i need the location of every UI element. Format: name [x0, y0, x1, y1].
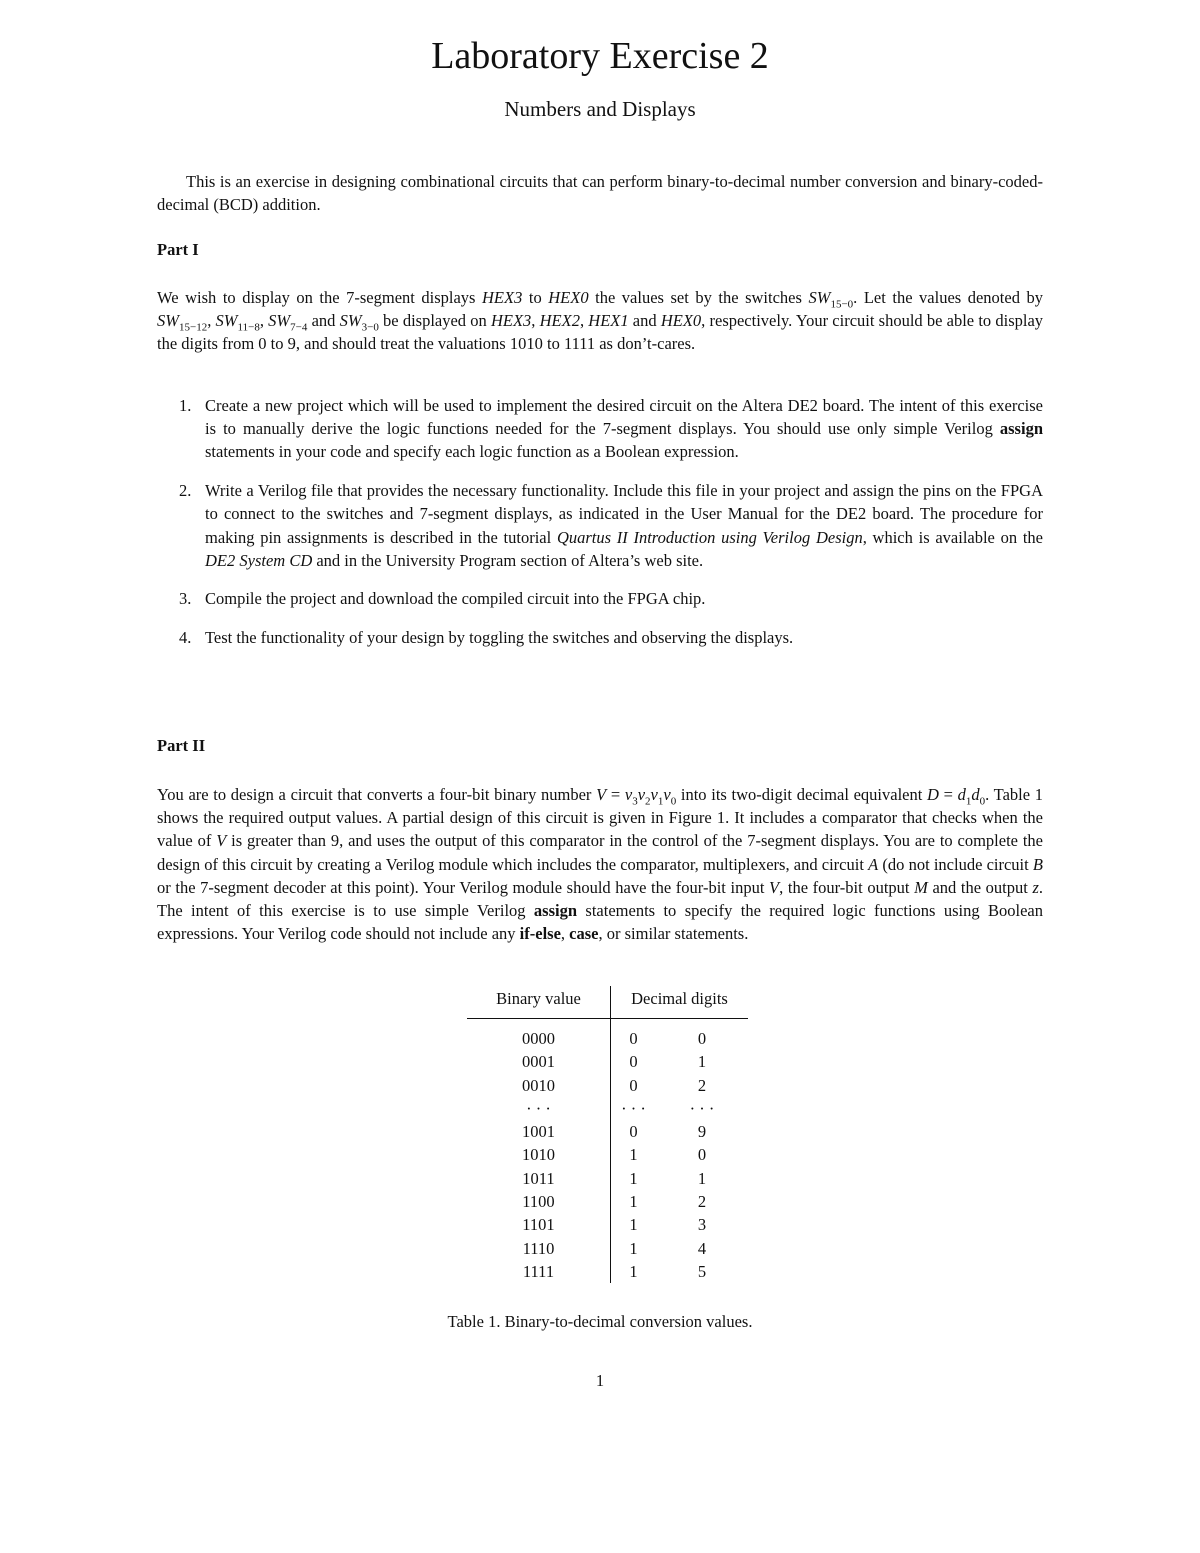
ones-digit-cell: 2	[697, 1075, 707, 1095]
list-item: 1. Create a new project which will be used to implement the desired circuit on the Altera DE2 board. The intent of this exercise is to manually derive the logic functions needed for the 7-segment displays. You should use only simple Verilog assign statements in your code and specify each logic function as a Boolean expression.	[179, 396, 1043, 462]
binary-cell: 1100	[467, 1190, 611, 1213]
binary-cell: 1110	[467, 1237, 611, 1260]
tens-digit-cell: 1	[629, 1168, 638, 1188]
binary-cell: 0001	[467, 1050, 611, 1073]
part1-steps-list	[157, 394, 1043, 665]
table-row	[467, 1260, 748, 1283]
binary-cell: 0000	[467, 1019, 611, 1051]
tens-digit-cell: 0	[629, 1052, 638, 1072]
tens-digit-cell: 1	[629, 1192, 638, 1212]
binary-cell: 1010	[467, 1143, 611, 1166]
table-row	[467, 1190, 748, 1213]
binary-cell: 1101	[467, 1213, 611, 1236]
binary-cell: 1001	[467, 1120, 611, 1143]
table-row	[467, 1143, 748, 1166]
document-subtitle: Numbers and Displays	[504, 97, 696, 121]
ones-digit-cell: 9	[697, 1122, 707, 1142]
ones-digit-cell: 0	[697, 1145, 707, 1165]
table-header-row	[467, 986, 748, 1019]
table-row	[467, 1167, 748, 1190]
part2-paragraph: You are to design a circuit that converts a four-bit binary number $V = v_3v_2v_1v_0$ into its two-digit decimal equivalent $D = d_1d_0$. Table 1 shows the required output values. A partial design of this circuit is given in Figure 1. It includes a comparator that checks when the value of V is greater than 9, and uses the output of this comparator in the control of the 7-segment displays. You are to complete the design of this circuit by creating a Verilog module which includes the comparator, multiplexers, and circuit A (do not include circuit B or the 7-segment decoder at this point). Your Verilog module should have the four-bit input V, the four-bit output M and the output z. The intent of this exercise is to use simple Verilog assign statements to specify the required logic functions using Boolean expressions. Your Verilog code should not include any if-else, case, or similar statements.	[157, 785, 1044, 944]
binary-cell: 0010	[467, 1074, 611, 1097]
ones-digit-cell: 4	[697, 1238, 707, 1258]
part1-paragraph: We wish to display on the 7-segment displays HEX3 to HEX0 the values set by the switches $SW_{15-0}$. Let the values denoted by $SW_{15-12}$, $SW_{11-8}$, $SW_{7-4}$ and $SW_{3-0}$ be displayed on HEX3, HEX2, HEX1 and HEX0, respectively. Your circuit should be able to display the digits from 0 to 9, and should treat the valuations 1010 to 1111 as don’t-cares.	[157, 288, 1044, 354]
part1-heading: Part I	[157, 240, 199, 259]
tens-digit-cell: 0	[629, 1122, 638, 1142]
ones-digit-cell: 2	[697, 1192, 707, 1212]
table-row	[467, 1120, 748, 1143]
table-caption: Table 1. Binary-to-decimal conversion values.	[447, 1312, 753, 1331]
tens-digit-cell: 0	[629, 1075, 638, 1095]
table-row	[467, 1097, 748, 1120]
table-row	[467, 1213, 748, 1236]
binary-cell: 1111	[467, 1260, 611, 1283]
binary-cell: · · ·	[467, 1097, 611, 1120]
ones-digit-cell: 1	[697, 1052, 707, 1072]
ones-digit-cell: 1	[697, 1168, 707, 1188]
document-title: Laboratory Exercise 2	[431, 35, 769, 77]
tens-digit-cell: 1	[629, 1145, 638, 1165]
list-item: 2. Write a Verilog file that provides the necessary functionality. Include this file in your project and assign the pins on the FPGA to connect to the switches and 7-segment displays, as indicated in the User Manual for the DE2 board. The procedure for making pin assignments is described in the tutorial Quartus II Introduction using Verilog Design, which is available on the DE2 System CD and in the University Program section of Altera’s web site.	[179, 481, 1043, 570]
intro-paragraph: This is an exercise in designing combinational circuits that can perform binary-to-decimal number conversion and binary-coded-decimal (BCD) addition.	[157, 172, 1043, 215]
list-item: 4. Test the functionality of your design by toggling the switches and observing the displays.	[179, 628, 794, 648]
part2-heading: Part II	[157, 736, 206, 755]
ones-digit-cell: 5	[697, 1261, 707, 1281]
table-row	[467, 1019, 748, 1051]
tens-digit-cell: · · ·	[621, 1098, 646, 1118]
header-decimal-digits: Decimal digits	[611, 986, 749, 1019]
tens-digit-cell: 0	[629, 1029, 638, 1048]
header-binary-value: Binary value	[467, 986, 611, 1019]
conversion-table	[467, 986, 748, 1283]
table-row	[467, 1074, 748, 1097]
ones-digit-cell: 3	[697, 1215, 707, 1235]
table-row	[467, 1050, 748, 1073]
tens-digit-cell: 1	[629, 1261, 638, 1281]
tens-digit-cell: 1	[629, 1215, 638, 1235]
ones-digit-cell: 0	[697, 1029, 707, 1048]
list-item: 3. Compile the project and download the compiled circuit into the FPGA chip.	[179, 589, 706, 609]
tens-digit-cell: 1	[629, 1238, 638, 1258]
page-number: 1	[595, 1371, 605, 1390]
binary-cell: 1011	[467, 1167, 611, 1190]
ones-digit-cell: · · ·	[689, 1098, 715, 1118]
table-row	[467, 1237, 748, 1260]
